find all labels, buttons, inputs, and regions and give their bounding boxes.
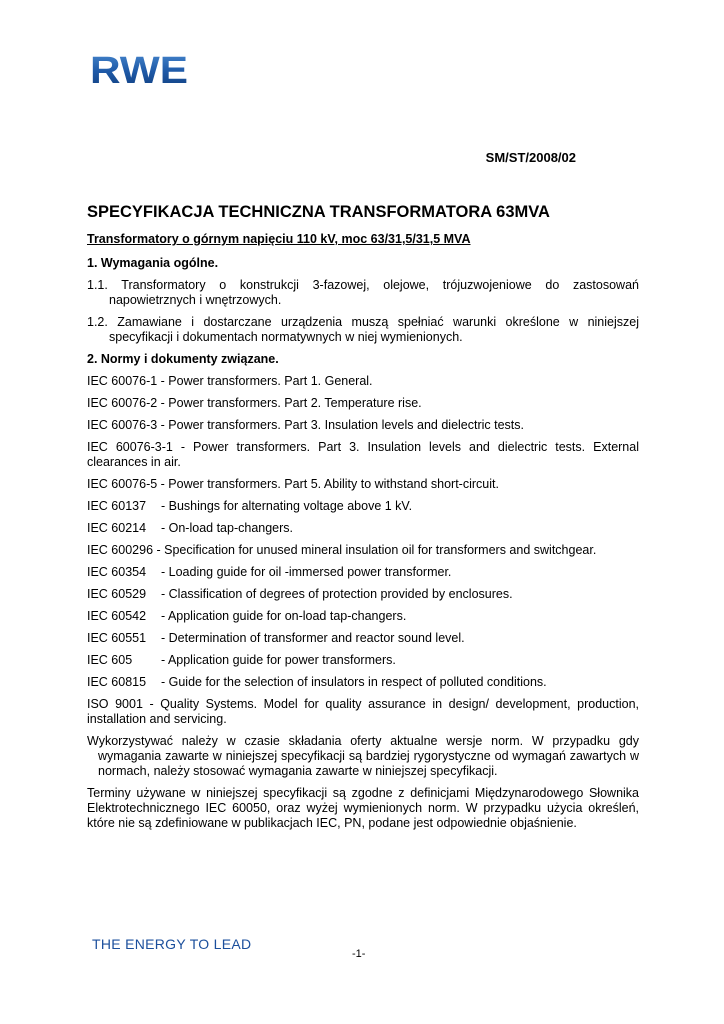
standard-desc: - Determination of transformer and reactor sound level. (161, 631, 465, 645)
document-title: SPECYFIKACJA TECHNICZNA TRANSFORMATORA 63MVA (87, 203, 550, 221)
section-1-heading: 1. Wymagania ogólne. (87, 256, 219, 270)
standard-item: IEC 60076-3 - Power transformers. Part 3. Insulation levels and dielectric tests. (87, 418, 524, 432)
standard-desc: - Application guide for power transformers. (161, 653, 396, 667)
section-1-item: 1.1. Transformatory o konstrukcji 3-fazowej, olejowe, trójuzwojeniowe do zastosowań napowietrznych i wnętrzowych. (87, 278, 639, 307)
standard-item: IEC 60076-2 - Power transformers. Part 2. Temperature rise. (87, 396, 422, 410)
standard-code: IEC 60551 (87, 631, 147, 645)
standard-code: IEC 60529 (87, 587, 147, 601)
standard-desc: - Application guide for on-load tap-changers. (161, 609, 407, 623)
logo-text: RWE (90, 50, 188, 90)
page-number: -1- (352, 948, 366, 960)
rwe-logo (90, 50, 190, 90)
standard-item (87, 521, 639, 536)
standard-desc: - On-load tap-changers. (161, 521, 294, 535)
standard-code: IEC 60815 (87, 675, 147, 689)
standard-item (87, 675, 639, 690)
document-subtitle: Transformatory o górnym napięciu 110 kV, moc 63/31,5/31,5 MVA (87, 232, 471, 246)
standard-item: ISO 9001 - Quality Systems. Model for quality assurance in design/ development, production, installation and servicing. (87, 697, 639, 726)
document-number: SM/ST/2008/02 (485, 150, 576, 165)
standard-item (87, 609, 639, 624)
standard-item (87, 499, 639, 514)
document-body (87, 232, 639, 838)
body-paragraph: Wykorzystywać należy w czasie składania oferty aktualne wersje norm. W przypadku gdy wymagania zawarte w niniejszej specyfikacji są bardziej rygorystyczne od wymagań zawartych w normach, należy stosować wymagania zawarte w niniejszej specyfikacji. (87, 734, 639, 778)
standard-item (87, 587, 639, 602)
standard-item: IEC 60076-1 - Power transformers. Part 1. General. (87, 374, 373, 388)
standard-desc: - Classification of degrees of protection provided by enclosures. (161, 587, 513, 601)
footer-slogan: THE ENERGY TO LEAD (92, 936, 252, 952)
standard-code: IEC 605 (87, 653, 133, 667)
section-1-item: 1.2. Zamawiane i dostarczane urządzenia muszą spełniać warunki określone w niniejszej specyfikacji i dokumentach normatywnych w niej wymienionych. (87, 315, 639, 344)
standard-item (87, 653, 639, 668)
standard-item: IEC 60076-3-1 - Power transformers. Part 3. Insulation levels and dielectric tests. External clearances in air. (87, 440, 639, 469)
section-2-heading: 2. Normy i dokumenty związane. (87, 352, 279, 366)
standard-item: IEC 600296 - Specification for unused mineral insulation oil for transformers and switchgear. (87, 543, 597, 557)
standard-desc: - Bushings for alternating voltage above 1 kV. (161, 499, 413, 513)
standard-code: IEC 60214 (87, 521, 147, 535)
standard-desc: - Loading guide for oil -immersed power transformer. (161, 565, 452, 579)
standard-item: IEC 60076-5 - Power transformers. Part 5. Ability to withstand short-circuit. (87, 477, 499, 491)
standard-item (87, 565, 639, 580)
standard-code: IEC 60542 (87, 609, 147, 623)
standard-code: IEC 60354 (87, 565, 147, 579)
body-paragraph: Terminy używane w niniejszej specyfikacji są zgodne z definicjami Międzynarodowego Słownika Elektrotechnicznego IEC 60050, oraz wyżej wymienionych norm. W przypadku użycia określeń, które nie są zdefiniowane w publikacjach IEC, PN, podane jest odpowiednie objaśnienie. (87, 786, 639, 830)
standard-code: IEC 60137 (87, 499, 147, 513)
standard-item (87, 631, 639, 646)
standard-desc: - Guide for the selection of insulators in respect of polluted conditions. (161, 675, 547, 689)
